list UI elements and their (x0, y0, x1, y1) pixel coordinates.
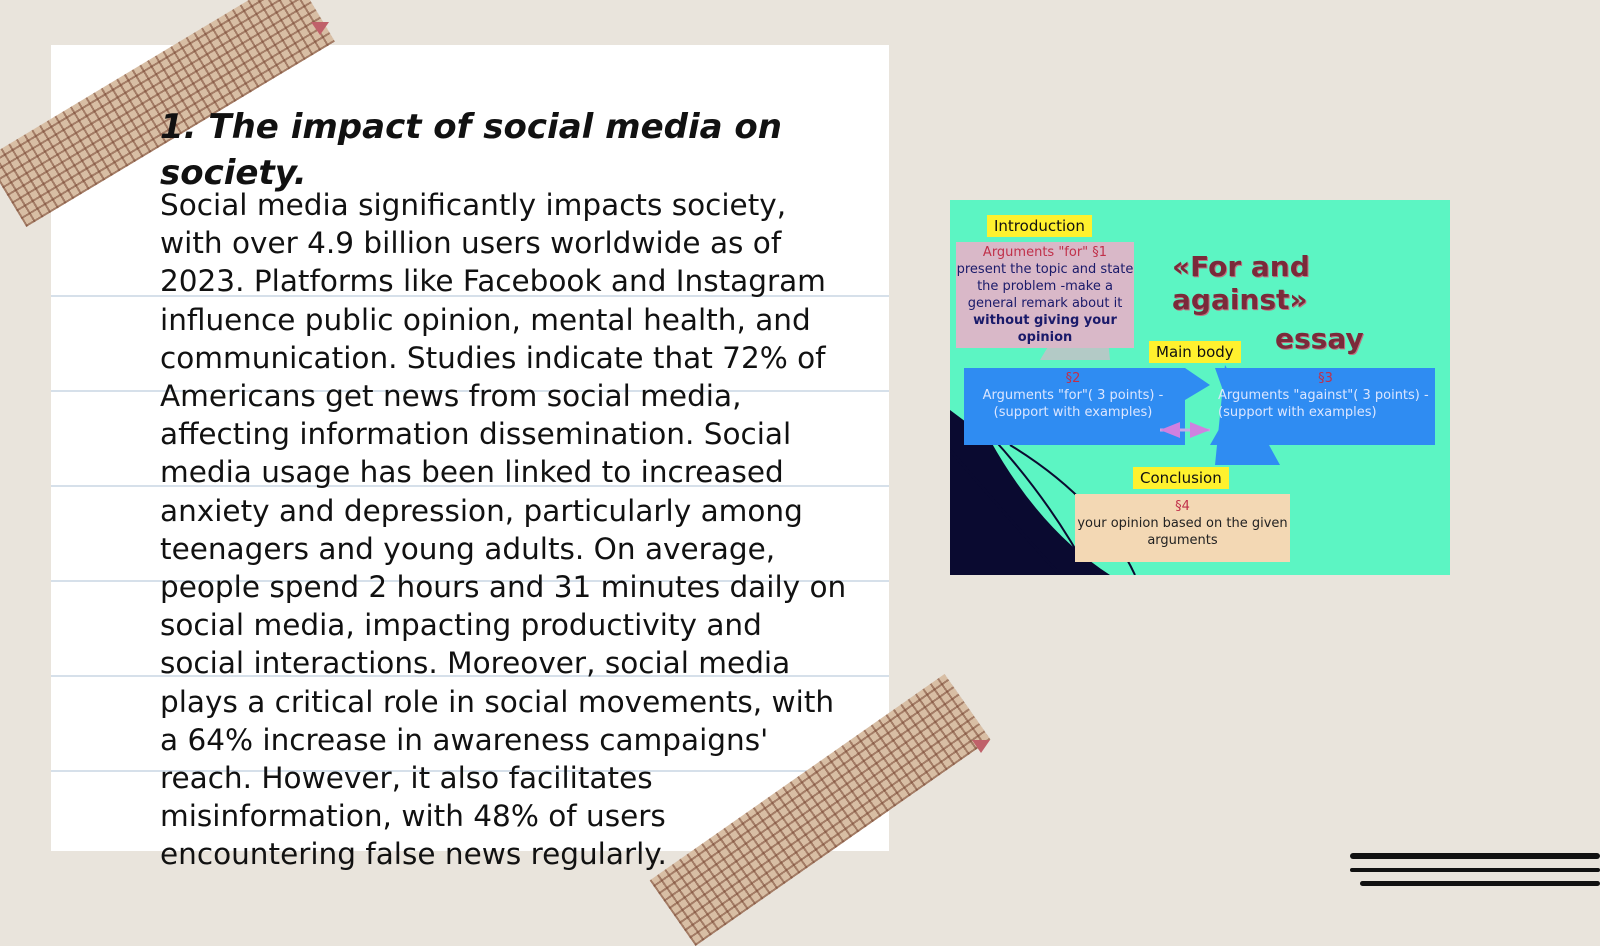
arguments-against-text: Arguments "against"( 3 points) -(support with examples) (1218, 388, 1429, 420)
introduction-heading: Arguments "for" §1 (982, 245, 1108, 260)
conclusion-box (1075, 494, 1290, 562)
introduction-bold-text: without giving your opinion (973, 313, 1117, 345)
arguments-against-marker: §3 (1318, 371, 1333, 386)
main-body-label: Main body (1149, 341, 1241, 363)
arguments-for-text: Arguments "for"( 3 points) - (support with examples) (982, 388, 1164, 420)
introduction-box (956, 242, 1134, 348)
essay-structure-diagram (950, 200, 1450, 575)
conclusion-marker: §4 (1175, 499, 1190, 514)
slide-body-text: Social media significantly impacts society, with over 4.9 billion users worldwide as of 2023. Platforms like Facebook and Instagram influence public opinion, mental health, and communication. Studies indicate that 72% of Americans get news from social media, affecting information dissemination. Social media usage has been linked to increased anxiety and depression, particularly among teenagers and young adults. On average, people spend 2 hours and 31 minutes daily on social media, impacting productivity and social interactions. Moreover, social media plays a critical role in social movements, with a 64% increase in awareness campaigns' reach. However, it also facilitates misinformation, with 48% of users encountering false news regularly. (160, 188, 847, 872)
pin-marker (311, 22, 329, 35)
pin-marker (972, 740, 990, 753)
arguments-for-box (968, 370, 1178, 421)
arguments-against-box (1218, 370, 1433, 421)
brush-stroke (1350, 868, 1600, 872)
introduction-label: Introduction (987, 215, 1092, 237)
brush-stroke (1350, 853, 1600, 859)
arguments-for-marker: §2 (1065, 371, 1081, 386)
conclusion-label: Conclusion (1133, 467, 1229, 489)
diagram-title-line1: «For and against» (1172, 250, 1310, 316)
conclusion-text: your opinion based on the given arguments (1077, 516, 1288, 548)
brush-stroke (1360, 881, 1600, 886)
slide-title: 1. The impact of social media on society. (160, 107, 782, 193)
introduction-text: present the topic and state the problem -make a general remark about it (956, 262, 1134, 311)
diagram-title-line2: essay (1275, 322, 1364, 355)
